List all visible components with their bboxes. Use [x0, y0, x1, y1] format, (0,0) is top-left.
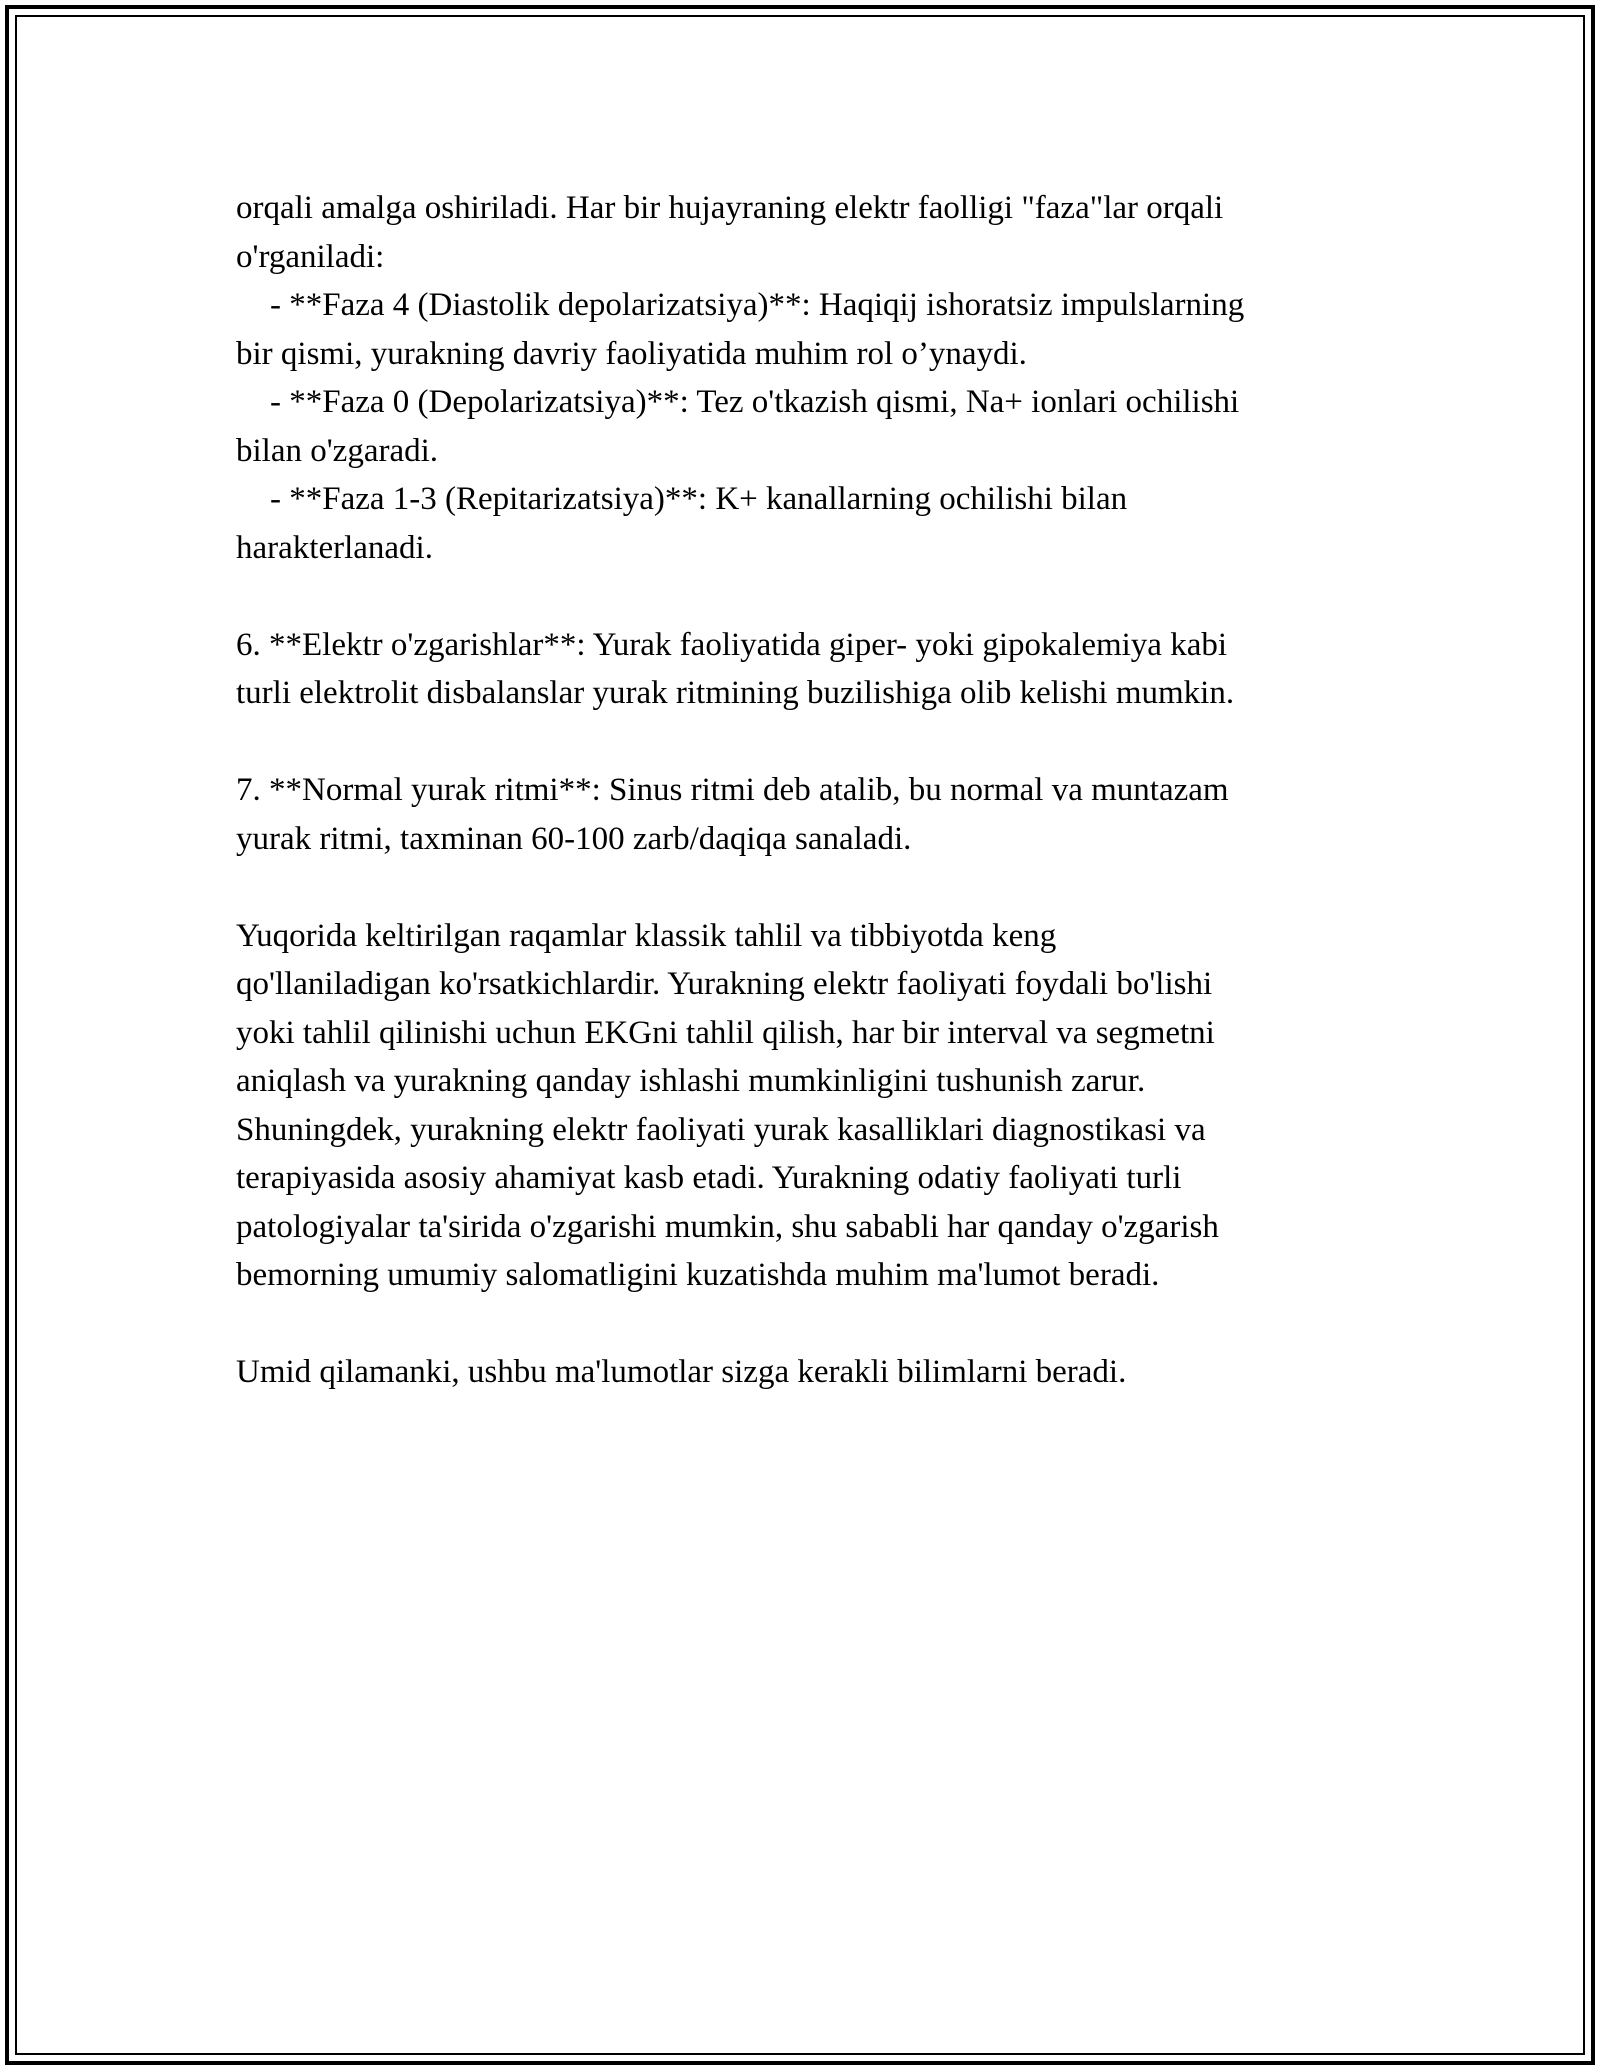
blank-line [236, 863, 1366, 912]
blank-line [236, 718, 1366, 767]
text-line: harakterlanadi. [236, 529, 433, 566]
text-line: patologiyalar ta'sirida o'zgarishi mumkin, shu sababli har qanday o'zgarish [236, 1208, 1219, 1245]
text-line: o'rganiladi: [236, 238, 385, 275]
text-line: Umid qilamanki, ushbu ma'lumotlar sizga kerakli bilimlarni beradi. [236, 1354, 1127, 1390]
text-line: yurak ritmi, taxminan 60-100 zarb/daqiqa sanaladi. [236, 820, 912, 857]
text-line: 7. **Normal yurak ritmi**: Sinus ritmi deb atalib, bu normal va muntazam [236, 772, 1229, 808]
text-line: 6. **Elektr o'zgarishlar**: Yurak faoliyatida giper- yoki gipokalemiya kabi [236, 626, 1228, 663]
text-line: turli elektrolit disbalanslar yurak ritmining buzilishiga olib kelishi mumkin. [236, 675, 1235, 711]
text-line: bilan o'zgaradi. [236, 432, 439, 469]
list-item-line: - **Faza 4 (Diastolik depolarizatsiya)**: Haqiqij ishoratsiz impulslarning [270, 287, 1245, 323]
list-item-line: - **Faza 0 (Depolarizatsiya)**: Tez o'tkazish qismi, Na+ ionlari ochilishi [270, 384, 1240, 420]
document-body [236, 184, 1366, 1397]
text-line: yoki tahlil qilinishi uchun EKGni tahlil qilish, har bir interval va segmetni [236, 1014, 1215, 1051]
text-line: aniqlash va yurakning qanday ishlashi mumkinligini tushunish zarur. [236, 1063, 1146, 1099]
list-item-line: - **Faza 1-3 (Repitarizatsiya)**: K+ kanallarning ochilishi bilan [270, 481, 1128, 517]
text-line: Yuqorida keltirilgan raqamlar klassik tahlil va tibbiyotda keng [236, 917, 1057, 954]
blank-line [236, 1300, 1366, 1349]
blank-line [236, 572, 1366, 621]
text-line: orqali amalga oshiriladi. Har bir hujayraning elektr faolligi "faza"lar orqali [236, 190, 1224, 226]
text-line: terapiyasida asosiy ahamiyat kasb etadi. Yurakning odatiy faoliyati turli [236, 1160, 1182, 1196]
text-line: qo'llaniladigan ko'rsatkichlardir. Yurakning elektr faoliyati foydali bo'lishi [236, 966, 1213, 1002]
text-line: Shuningdek, yurakning elektr faoliyati yurak kasalliklari diagnostikasi va [236, 1111, 1206, 1148]
text-line: bir qismi, yurakning davriy faoliyatida muhim rol o’ynaydi. [236, 335, 1027, 372]
text-line: bemorning umumiy salomatligini kuzatishda muhim ma'lumot beradi. [236, 1257, 1160, 1293]
